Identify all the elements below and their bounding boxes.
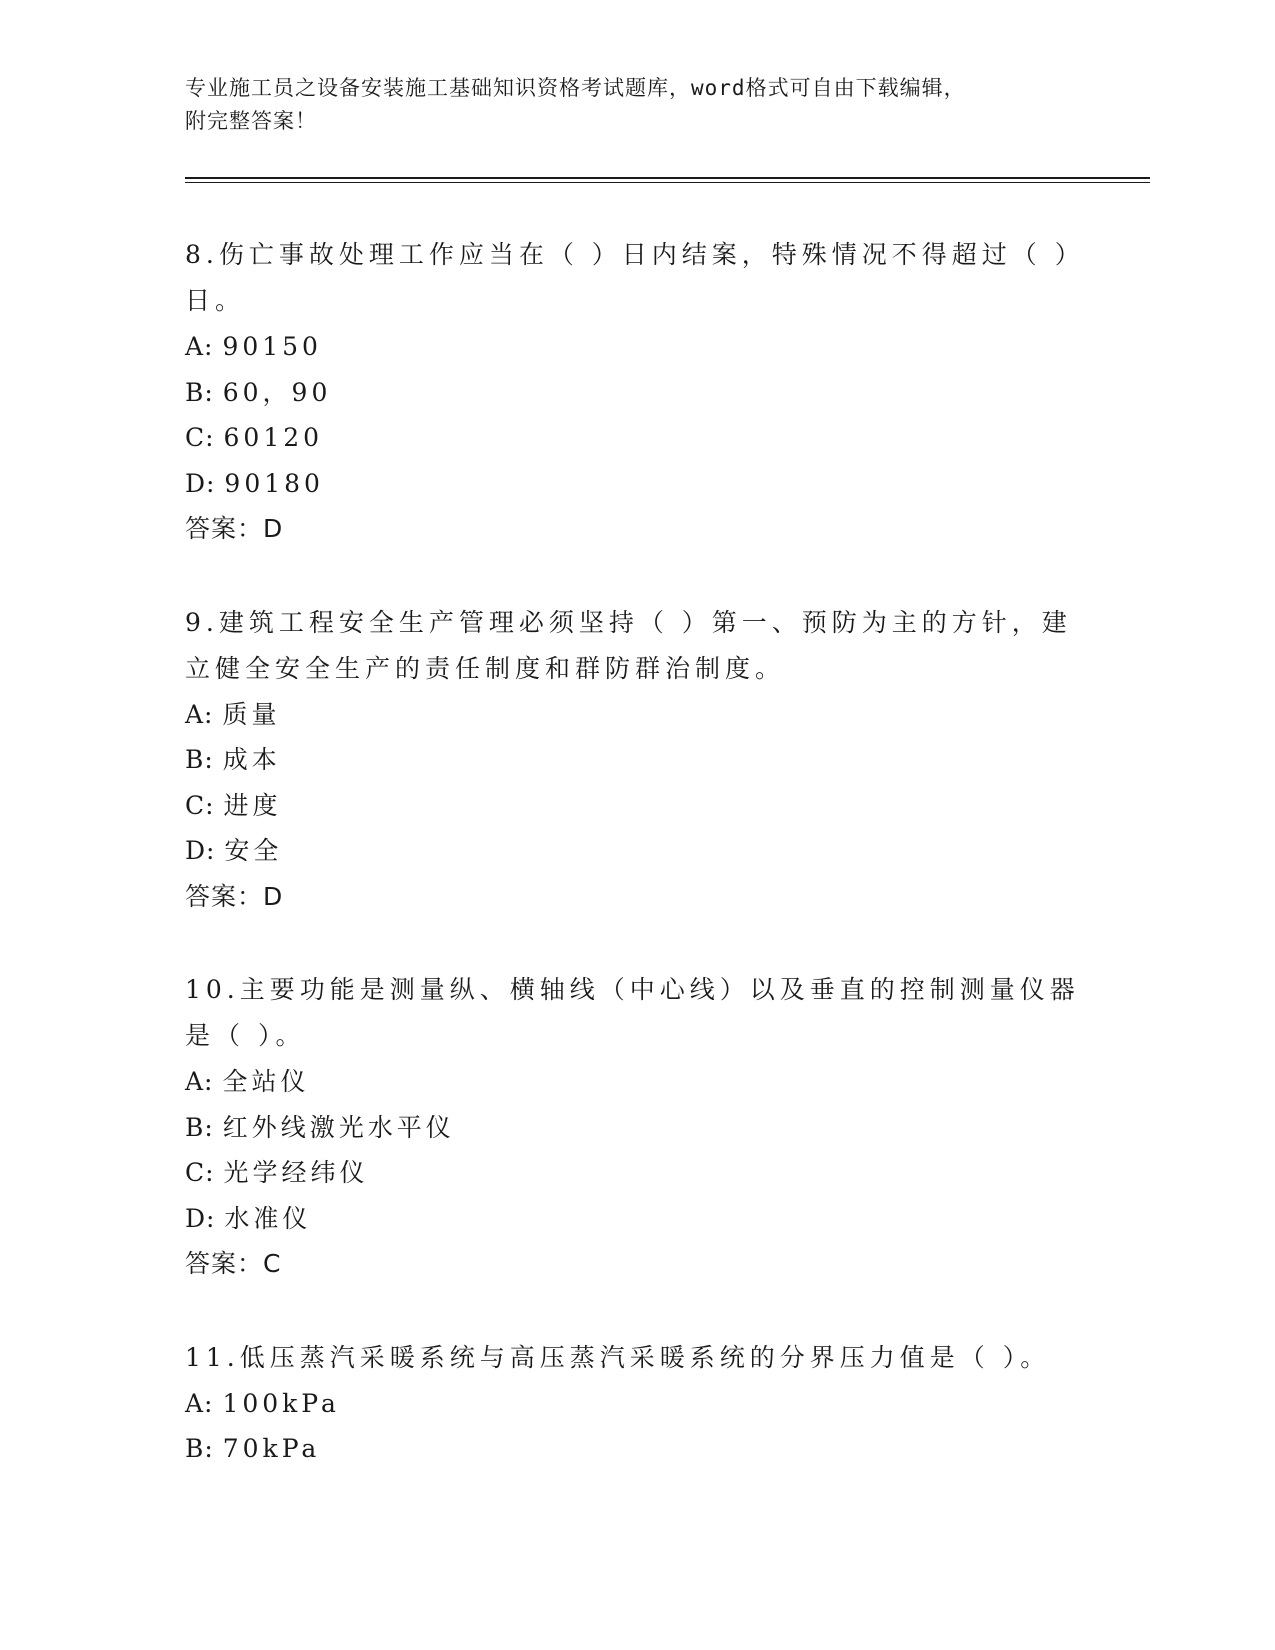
answer-line: 答案：D bbox=[185, 514, 284, 543]
option-d bbox=[185, 828, 1085, 874]
option-text: 90180 bbox=[224, 468, 324, 498]
option-text: 60，90 bbox=[222, 377, 332, 407]
option-key: B: bbox=[185, 377, 214, 407]
option-key: A: bbox=[185, 699, 214, 729]
option-b bbox=[185, 737, 1085, 783]
header-divider-thick bbox=[185, 177, 1150, 179]
option-text: 质量 bbox=[222, 699, 281, 729]
option-key: A: bbox=[185, 1067, 214, 1096]
option-d bbox=[185, 1196, 1085, 1242]
question-list bbox=[185, 232, 1085, 1520]
option-key: C: bbox=[185, 423, 215, 452]
option-key: D: bbox=[185, 836, 216, 865]
option-c bbox=[185, 1150, 1085, 1196]
option-text: 90150 bbox=[222, 332, 322, 361]
option-text: 安全 bbox=[224, 836, 283, 865]
option-a bbox=[185, 324, 1085, 370]
option-key: B: bbox=[185, 745, 214, 774]
option-c bbox=[185, 415, 1085, 461]
option-key: C: bbox=[185, 1158, 215, 1187]
question-9 bbox=[185, 600, 1085, 920]
option-c bbox=[185, 783, 1085, 829]
question-stem: 9.建筑工程安全生产管理必须坚持（ ）第一、预防为主的方针，建立健全安全生产的责任制度和群防群治制度。 bbox=[185, 607, 1072, 683]
option-text: 水准仪 bbox=[224, 1203, 312, 1233]
option-text: 成本 bbox=[222, 745, 281, 774]
option-key: B: bbox=[185, 1112, 214, 1142]
document-header bbox=[185, 72, 1065, 138]
header-line-1: 专业施工员之设备安装施工基础知识资格考试题库，word格式可自由下载编辑， bbox=[185, 76, 966, 100]
option-a bbox=[185, 692, 1085, 738]
answer-line: 答案：D bbox=[185, 881, 284, 911]
option-key: A: bbox=[185, 332, 214, 361]
option-text: 红外线激光水平仪 bbox=[222, 1112, 455, 1142]
question-8 bbox=[185, 232, 1085, 552]
header-divider-thin bbox=[185, 182, 1150, 183]
question-stem: 8.伤亡事故处理工作应当在（ ）日内结案，特殊情况不得超过（ ）日。 bbox=[185, 240, 1085, 315]
question-stem: 11.低压蒸汽采暖系统与高压蒸汽采暖系统的分界压力值是（ ）。 bbox=[185, 1342, 1051, 1372]
question-stem: 10.主要功能是测量纵、横轴线（中心线）以及垂直的控制测量仪器是（ ）。 bbox=[185, 975, 1080, 1050]
option-text: 100kPa bbox=[222, 1388, 340, 1418]
option-key: D: bbox=[185, 1203, 216, 1233]
question-11 bbox=[185, 1335, 1085, 1472]
option-text: 光学经纬仪 bbox=[223, 1158, 369, 1187]
option-key: A: bbox=[185, 1388, 214, 1418]
option-text: 进度 bbox=[223, 790, 282, 820]
header-line-2: 附完整答案！ bbox=[185, 109, 317, 133]
option-b bbox=[185, 370, 1085, 416]
option-key: D: bbox=[185, 468, 216, 498]
question-10 bbox=[185, 967, 1085, 1287]
option-text: 全站仪 bbox=[222, 1067, 310, 1096]
option-key: B: bbox=[185, 1434, 214, 1463]
option-text: 60120 bbox=[223, 423, 324, 452]
option-d bbox=[185, 461, 1085, 507]
answer-line: 答案：C bbox=[185, 1249, 282, 1278]
option-b bbox=[185, 1426, 1085, 1472]
option-key: C: bbox=[185, 790, 215, 820]
option-b bbox=[185, 1105, 1085, 1151]
option-a bbox=[185, 1059, 1085, 1105]
option-a bbox=[185, 1381, 1085, 1427]
option-text: 70kPa bbox=[222, 1434, 321, 1463]
